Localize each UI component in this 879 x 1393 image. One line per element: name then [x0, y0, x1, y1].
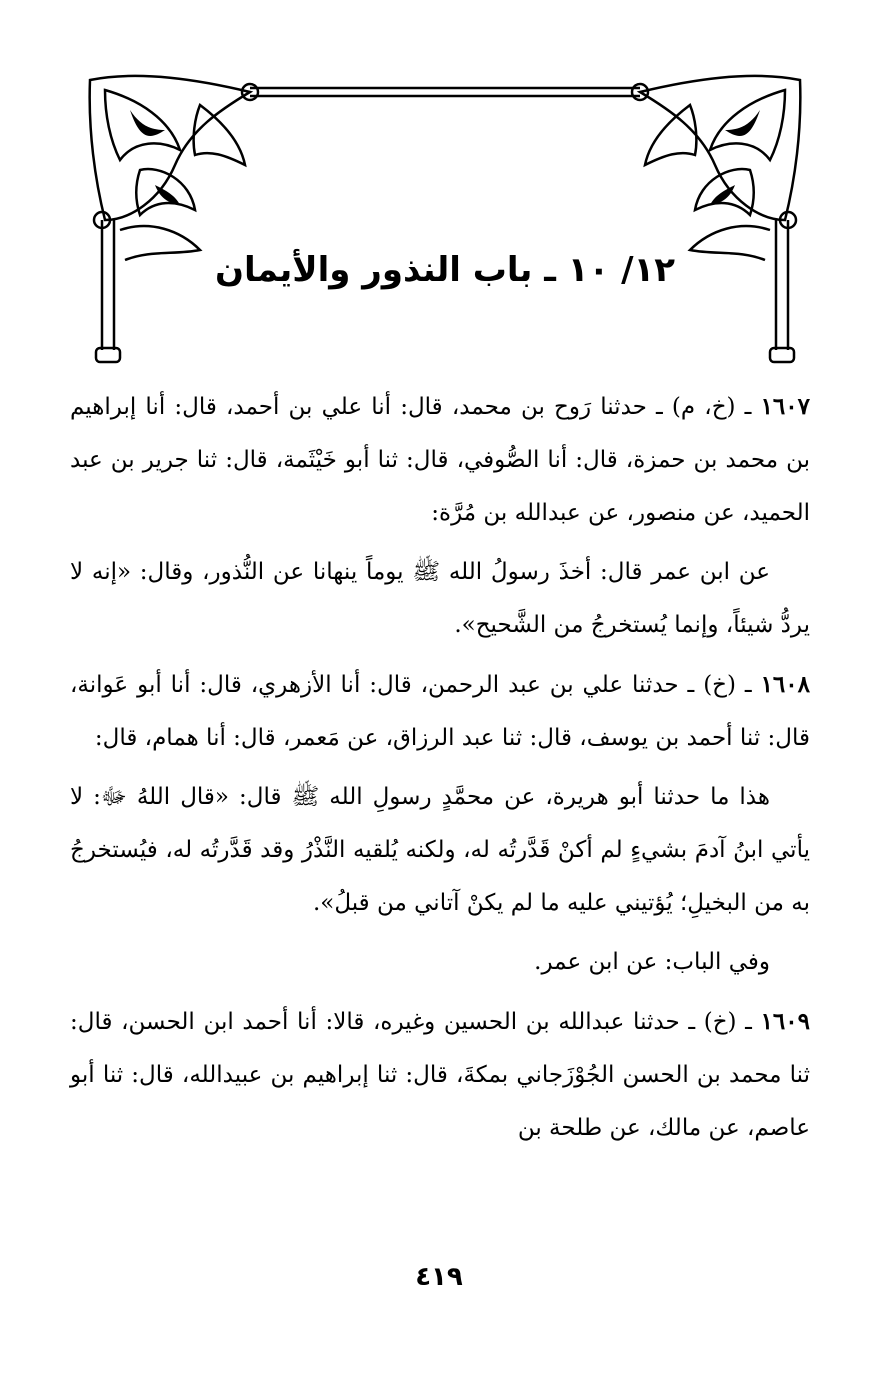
- hadith-1607-matn: عن ابن عمر قال: أخذَ رسولُ الله ﷺ يوماً ينهانا عن النُّذور، وقال: «إنه لا يردُّ شيئاً، وإنما يُستخرجُ من الشَّحيح».: [70, 559, 810, 638]
- hadith-1608-matn: هذا ما حدثنا أبو هريرة، عن محمَّدٍ رسولِ الله ﷺ قال: «قال اللهُ ﷻ: لا يأتي ابنُ آدمَ بشيءٍ لم أكنْ قَدَّرتُه له، ولكنه يُلقيه النَّذْرُ وقد قَدَّرتُه له، فيُستخرجُ به من البخيلِ؛ يُؤتيني عليه ما لم يكنْ آتاني من قبلُ».: [70, 784, 810, 916]
- isnad-text: ـ (خ، م) ـ حدثنا رَوح بن محمد، قال: أنا علي بن أحمد، قال: أنا إبراهيم بن محمد بن حمزة، قال: أنا الصُّوفي، قال: ثنا أبو خَيْثَمة، قال: ثنا جرير بن عبد الحميد، عن منصور، عن عبدالله بن مُرَّة:: [70, 394, 810, 526]
- in-chapter-note: وفي الباب: عن ابن عمر.: [534, 949, 770, 975]
- isnad-text: ـ (خ) ـ حدثنا عبدالله بن الحسين وغيره، قالا: أنا أحمد ابن الحسن، قال: ثنا محمد بن الحسن الجُوْزَجاني بمكةَ، قال: ثنا إبراهيم بن عبيدالله، قال: ثنا أبو عاصم، عن مالك، عن طلحة بن: [70, 1009, 810, 1141]
- page-body: [70, 380, 810, 1161]
- hadith-1608-isnad: [70, 658, 810, 765]
- ornamental-title-frame: [80, 70, 810, 375]
- hadith-number: ١٦٠٧: [760, 393, 810, 420]
- page-number: ٤١٩: [415, 1262, 463, 1292]
- isnad-text: ـ (خ) ـ حدثنا علي بن عبد الرحمن، قال: أنا الأزهري، قال: أنا أبو عَوانة، قال: ثنا أحمد بن يوسف، قال: ثنا عبد الرزاق، عن مَعمر، قال: أنا همام، قال:: [70, 672, 810, 751]
- hadith-number: ١٦٠٩: [760, 1008, 810, 1035]
- chapter-title: ١٢/ ١٠ ـ باب النذور والأيمان: [214, 250, 676, 290]
- hadith-1609-isnad: [70, 995, 810, 1155]
- hadith-number: ١٦٠٨: [760, 671, 810, 698]
- hadith-1607-isnad: [70, 380, 810, 540]
